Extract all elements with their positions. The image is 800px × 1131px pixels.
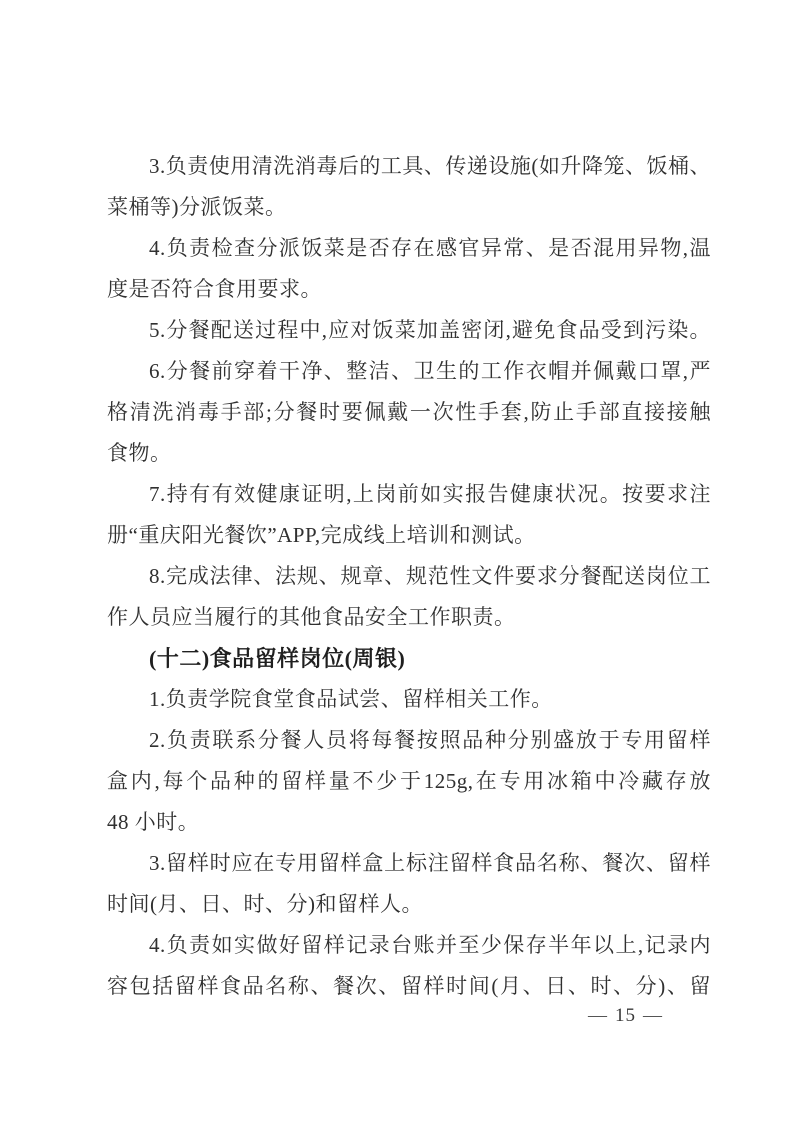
- paragraph-item-3-liuyang-line-1: 3.留样时应在专用留样盒上标注留样食品名称、餐次、留样: [149, 851, 711, 875]
- paragraph-item-3-fenpai-line-2: 菜桶等)分派饭菜。: [107, 195, 287, 219]
- page-number: 15: [615, 1005, 636, 1026]
- paragraph-item-6-fenpai-line-1: 6.分餐前穿着干净、整洁、卫生的工作衣帽并佩戴口罩,严: [149, 359, 711, 383]
- paragraph-item-5-fenpai-line-1: 5.分餐配送过程中,应对饭菜加盖密闭,避免食品受到污染。: [149, 318, 711, 342]
- paragraph-item-8-fenpai-line-2: 作人员应当履行的其他食品安全工作职责。: [107, 605, 516, 629]
- page-number-right-dash: —: [643, 1005, 663, 1026]
- paragraph-item-4-fenpai-line-2: 度是否符合食用要求。: [107, 277, 322, 301]
- paragraph-item-2-liuyang-line-3: 48 小时。: [107, 810, 200, 834]
- paragraph-item-3-fenpai-line-1: 3.负责使用清洗消毒后的工具、传递设施(如升降笼、饭桶、: [149, 154, 711, 178]
- paragraph-item-4-liuyang-line-2: 容包括留样食品名称、餐次、留样时间(月、日、时、分)、留: [107, 974, 711, 998]
- paragraph-item-2-liuyang-line-2: 盒内,每个品种的留样量不少于125g,在专用冰箱中冷藏存放: [107, 769, 711, 793]
- paragraph-item-7-fenpai-line-2: 册“重庆阳光餐饮”APP,完成线上培训和测试。: [107, 523, 536, 547]
- paragraph-item-3-liuyang-line-2: 时间(月、日、时、分)和留样人。: [107, 892, 423, 916]
- paragraph-item-2-liuyang-line-1: 2.负责联系分餐人员将每餐按照品种分别盛放于专用留样: [149, 728, 711, 752]
- paragraph-item-8-fenpai-line-1: 8.完成法律、法规、规章、规范性文件要求分餐配送岗位工: [149, 564, 711, 588]
- page-footer: [581, 1002, 670, 1030]
- paragraph-item-4-fenpai-line-1: 4.负责检查分派饭菜是否存在感官异常、是否混用异物,温: [149, 236, 711, 260]
- paragraph-item-7-fenpai-line-1: 7.持有有效健康证明,上岗前如实报告健康状况。按要求注: [149, 482, 711, 506]
- paragraph-item-6-fenpai-line-3: 食物。: [107, 441, 172, 465]
- document-body: [107, 146, 711, 1007]
- paragraph-item-6-fenpai-line-2: 格清洗消毒手部;分餐时要佩戴一次性手套,防止手部直接接触: [107, 400, 711, 424]
- paragraph-item-4-liuyang-line-1: 4.负责如实做好留样记录台账并至少保存半年以上,记录内: [149, 933, 711, 957]
- page-number-left-dash: —: [588, 1005, 608, 1026]
- section-heading-liuyang: (十二)食品留样岗位(周银): [149, 646, 406, 671]
- paragraph-item-1-liuyang-line-1: 1.负责学院食堂食品试尝、留样相关工作。: [149, 687, 553, 711]
